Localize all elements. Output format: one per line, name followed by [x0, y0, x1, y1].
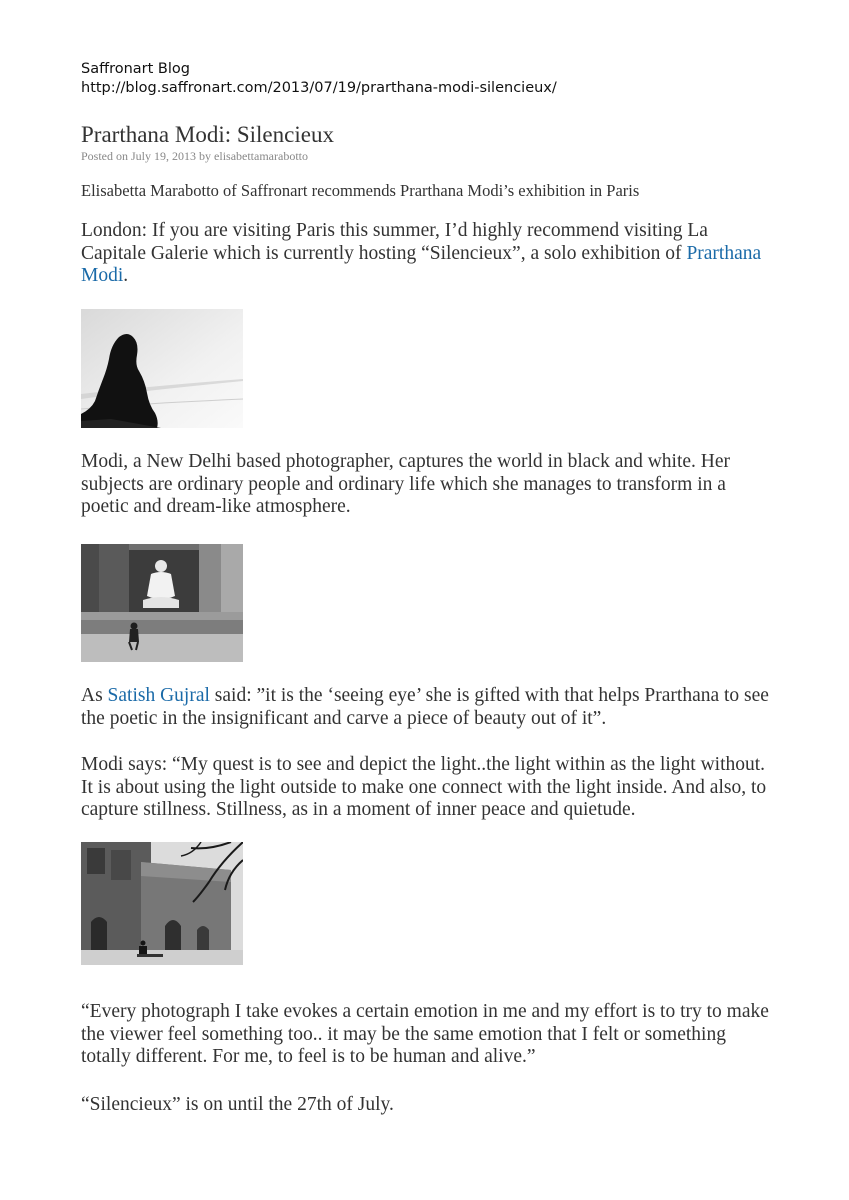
seated-man-image	[81, 544, 243, 662]
photo-seated-man	[81, 544, 243, 662]
closing-paragraph: “Silencieux” is on until the 27th of July.	[81, 1094, 394, 1115]
meta-prefix: Posted on	[81, 149, 132, 163]
post-lead: Elisabetta Marabotto of Saffronart recommends Prarthana Modi’s exhibition in Paris	[81, 181, 640, 200]
silhouette-river-image	[81, 309, 243, 428]
photo-monument	[81, 842, 243, 965]
modi-quote-paragraph: Modi says: “My quest is to see and depict the light..the light within as the light without. It is about using the light outside to make one connect with the light inside. And also, to capture stillness. Stillness, as in a moment of inner peace and quietude.	[81, 754, 767, 820]
satish-quote-text: said: ”it is the ‘seeing eye’ she is gifted with that helps Prarthana to see the poetic in the insignificant and carve a piece of beauty out of it”.	[81, 685, 769, 729]
photographer-paragraph: Modi, a New Delhi based photographer, captures the world in black and white. Her subjects are ordinary people and ordinary life which she manages to transform in a poetic and dream-like atmosphere.	[81, 451, 731, 517]
monument-image	[81, 842, 243, 965]
post-meta	[81, 149, 308, 163]
prarthana-modi-link[interactable]: Prarthana Modi	[81, 242, 762, 286]
author-link[interactable]: elisabettamarabotto	[214, 149, 308, 163]
page-url: http://blog.saffronart.com/2013/07/19/prarthana-modi-silencieux/	[81, 80, 557, 96]
post-date-link[interactable]: July 19, 2013	[131, 149, 197, 163]
intro-paragraph	[81, 220, 771, 288]
meta-by: by	[196, 149, 215, 163]
photo-silhouette-river	[81, 309, 243, 428]
intro-end: .	[123, 265, 129, 286]
satish-quote-start: As	[81, 685, 108, 706]
emotion-quote-paragraph: “Every photograph I take evokes a certain emotion in me and my effort is to try to make the viewer feel something too.. it may be the same emotion that I felt or something totally different. For me, to feel is to be human and alive.”	[81, 1001, 769, 1067]
intro-text: London: If you are visiting Paris this summer, I’d highly recommend visiting La Capitale Galerie which is currently hosting “Silencieux”, a solo exhibition of	[81, 220, 708, 264]
print-header	[81, 60, 557, 98]
post-title: Prarthana Modi: Silencieux	[81, 122, 334, 147]
satish-quote-paragraph	[81, 685, 771, 730]
site-name: Saffronart Blog	[81, 61, 190, 77]
satish-gujral-link[interactable]: Satish Gujral	[107, 685, 210, 706]
